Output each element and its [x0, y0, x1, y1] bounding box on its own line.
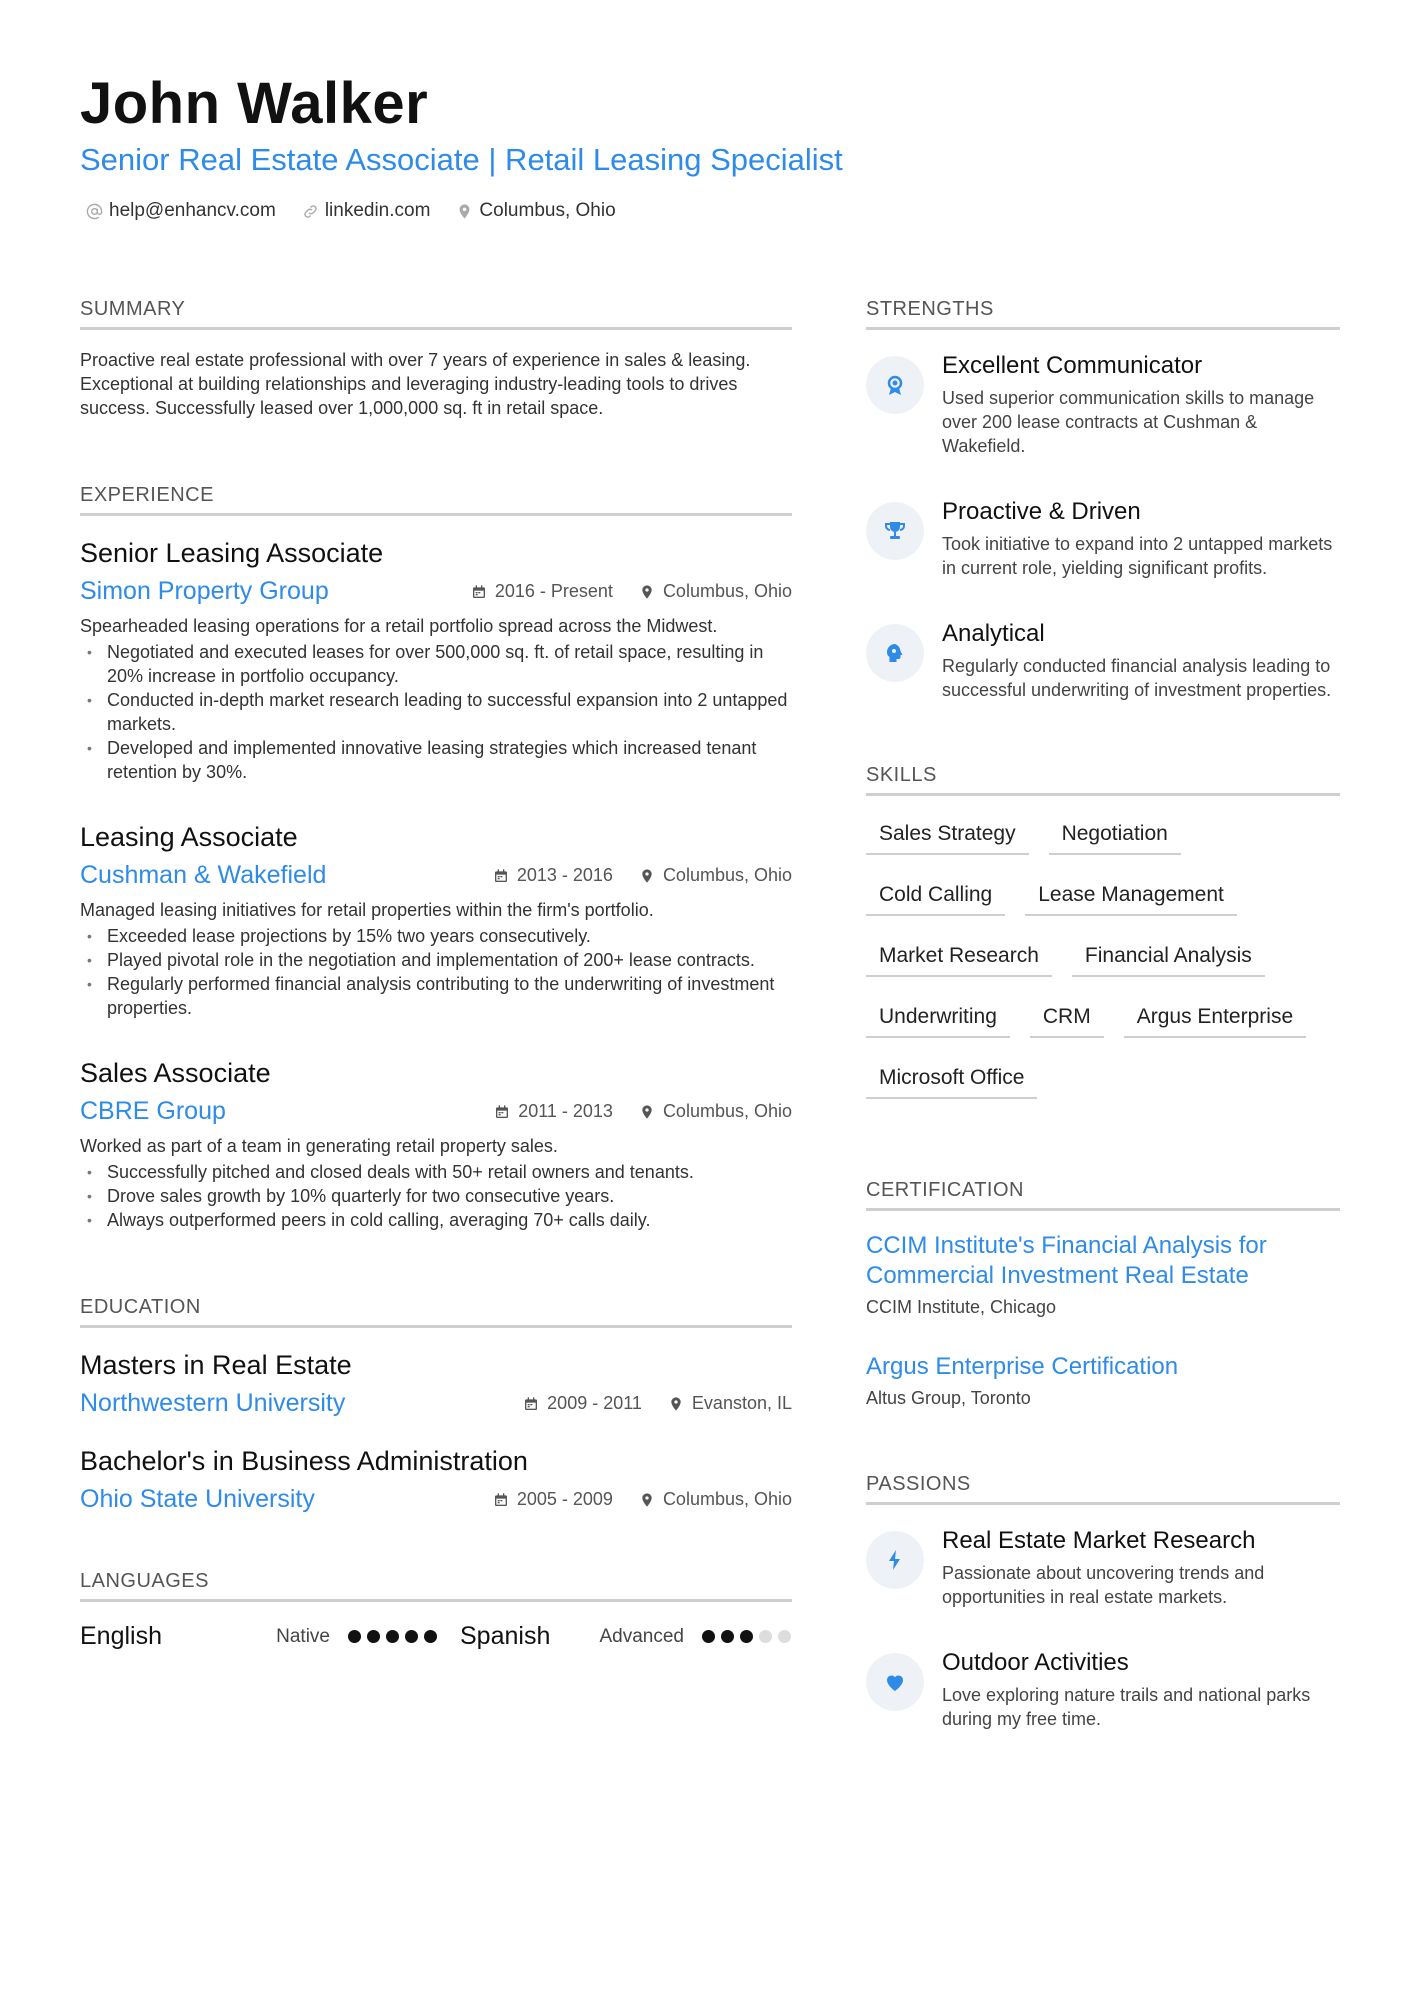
- trophy-icon: [883, 519, 907, 543]
- education-dates: 2005 - 2009: [516, 1489, 613, 1509]
- section-title-summary: SUMMARY: [80, 298, 792, 330]
- skill-tag: Cold Calling: [866, 877, 1005, 916]
- rating-dot-empty: [778, 1630, 791, 1643]
- section-title-certification: CERTIFICATION: [866, 1179, 1340, 1211]
- company-name: Simon Property Group: [80, 577, 329, 605]
- job-title: Sales Associate: [80, 1058, 271, 1088]
- contact-linkedin-text: linkedin.com: [324, 200, 431, 221]
- contact-email-text: help@enhancv.com: [109, 200, 276, 221]
- link-icon: [302, 203, 319, 220]
- location-icon: [639, 584, 655, 600]
- experience-item: [80, 1058, 792, 1232]
- rating-dot-filled: [386, 1630, 399, 1643]
- company-name: CBRE Group: [80, 1097, 226, 1125]
- strength-item: [866, 352, 1340, 458]
- certification-org: Altus Group, Toronto: [866, 1388, 1031, 1408]
- rating-dot-filled: [367, 1630, 380, 1643]
- skills-list: [866, 816, 1340, 1099]
- rating-dot-filled: [702, 1630, 715, 1643]
- skill-tag: Lease Management: [1025, 877, 1237, 916]
- strength-item: [866, 498, 1340, 580]
- calendar-icon: [494, 1104, 510, 1120]
- section-title-strengths: STRENGTHS: [866, 298, 1340, 330]
- rating-dot-filled: [424, 1630, 437, 1643]
- strength-desc: Regularly conducted financial analysis leading to successful underwriting of investment properties.: [942, 656, 1332, 700]
- skill-tag: Argus Enterprise: [1124, 999, 1306, 1038]
- certification-item: [866, 1352, 1340, 1409]
- contact-email[interactable]: [86, 200, 276, 222]
- contact-linkedin[interactable]: [302, 200, 431, 222]
- section-title-experience: EXPERIENCE: [80, 484, 792, 516]
- skill-tag: Underwriting: [866, 999, 1010, 1038]
- location-icon: [639, 1492, 655, 1508]
- passion-desc: Passionate about uncovering trends and opportunities in real estate markets.: [942, 1563, 1265, 1607]
- job-description: Worked as part of a team in generating retail property sales.: [80, 1136, 558, 1156]
- strength-title: Excellent Communicator: [942, 352, 1203, 379]
- summary-text: Proactive real estate professional with over 7 years of experience in sales & leasing. Exceptional at building relationships and leveraging industry-leading tools to drives success. Successfully leased over 1,000,000 sq. ft in retail space.: [80, 350, 751, 418]
- language-level: Native: [276, 1625, 330, 1647]
- skill-tag: Negotiation: [1049, 816, 1181, 855]
- degree-title: Masters in Real Estate: [80, 1350, 352, 1380]
- job-description: Spearheaded leasing operations for a retail portfolio spread across the Midwest.: [80, 616, 718, 636]
- calendar-icon: [471, 584, 487, 600]
- calendar-icon: [523, 1396, 539, 1412]
- company-name: Cushman & Wakefield: [80, 861, 327, 889]
- contact-bar: [86, 200, 616, 222]
- at-icon: [86, 203, 103, 220]
- location-icon: [639, 1104, 655, 1120]
- passion-title: Real Estate Market Research: [942, 1527, 1256, 1554]
- rating-dot-filled: [740, 1630, 753, 1643]
- bullet-item: • Conducted in-depth market research leading to successful expansion into 2 untapped markets.: [80, 688, 792, 736]
- language-item: [80, 1622, 460, 1651]
- contact-location-text: Columbus, Ohio: [479, 200, 616, 221]
- job-dates: 2011 - 2013: [518, 1101, 613, 1121]
- passion-desc: Love exploring nature trails and national parks during my free time.: [942, 1685, 1311, 1729]
- education-location: Evanston, IL: [691, 1393, 792, 1413]
- calendar-icon: [493, 868, 509, 884]
- strength-title: Proactive & Driven: [942, 498, 1141, 525]
- contact-location: [456, 200, 615, 222]
- certification-org: CCIM Institute, Chicago: [866, 1297, 1057, 1317]
- candidate-name: John Walker: [80, 71, 429, 136]
- job-bullets: [80, 924, 792, 1020]
- skill-tag: Market Research: [866, 938, 1052, 977]
- job-title: Leasing Associate: [80, 822, 298, 852]
- experience-item: [80, 538, 792, 784]
- passion-item: [866, 1649, 1340, 1731]
- language-name: Spanish: [460, 1622, 551, 1650]
- certification-title: Argus Enterprise Certification: [866, 1353, 1179, 1380]
- bullet-item: • Developed and implemented innovative leasing strategies which increased tenant retention by 30%.: [80, 736, 792, 784]
- language-name: English: [80, 1622, 162, 1650]
- job-dates: 2016 - Present: [494, 581, 613, 601]
- passion-item: [866, 1527, 1340, 1609]
- strength-title: Analytical: [942, 620, 1045, 647]
- location-icon: [639, 868, 655, 884]
- strength-desc: Used superior communication skills to manage over 200 lease contracts at Cushman & Wakefield.: [942, 388, 1315, 456]
- job-location: Columbus, Ohio: [662, 581, 792, 601]
- section-title-passions: PASSIONS: [866, 1473, 1340, 1505]
- bullet-item: • Successfully pitched and closed deals with 50+ retail owners and tenants.: [80, 1160, 792, 1184]
- section-title-education: EDUCATION: [80, 1296, 792, 1328]
- bullet-item: • Negotiated and executed leases for over 500,000 sq. ft. of retail space, resulting in 20% increase in portfolio occupancy.: [80, 640, 792, 688]
- bullet-item: • Always outperformed peers in cold calling, averaging 70+ calls daily.: [80, 1208, 792, 1232]
- experience-item: [80, 822, 792, 1020]
- rating-dot-empty: [759, 1630, 772, 1643]
- location-icon: [668, 1396, 684, 1412]
- education-item: [80, 1446, 792, 1514]
- bullet-item: • Played pivotal role in the negotiation and implementation of 200+ lease contracts.: [80, 948, 792, 972]
- heart-icon: [883, 1670, 907, 1694]
- language-rating: [348, 1630, 437, 1643]
- school-name: Ohio State University: [80, 1485, 315, 1513]
- rating-dot-filled: [348, 1630, 361, 1643]
- languages-row: [80, 1622, 792, 1651]
- language-item: [460, 1622, 792, 1651]
- education-location: Columbus, Ohio: [662, 1489, 792, 1509]
- certification-item: [866, 1231, 1340, 1318]
- calendar-icon: [493, 1492, 509, 1508]
- section-title-skills: SKILLS: [866, 764, 1340, 796]
- rating-dot-filled: [721, 1630, 734, 1643]
- candidate-headline: Senior Real Estate Associate | Retail Leasing Specialist: [80, 142, 843, 177]
- brain-icon: [883, 641, 907, 665]
- job-dates: 2013 - 2016: [516, 865, 613, 885]
- strength-desc: Took initiative to expand into 2 untapped markets in current role, yielding significant profits.: [942, 534, 1333, 578]
- school-name: Northwestern University: [80, 1389, 346, 1417]
- skill-tag: Sales Strategy: [866, 816, 1029, 855]
- bullet-item: • Regularly performed financial analysis contributing to the underwriting of investment properties.: [80, 972, 792, 1020]
- location-icon: [456, 203, 473, 220]
- skill-tag: Microsoft Office: [866, 1060, 1037, 1099]
- rating-dot-filled: [405, 1630, 418, 1643]
- job-location: Columbus, Ohio: [662, 1101, 792, 1121]
- right-column: [866, 298, 1340, 1771]
- job-description: Managed leasing initiatives for retail properties within the firm's portfolio.: [80, 900, 654, 920]
- strength-item: [866, 620, 1340, 702]
- bolt-icon: [883, 1548, 907, 1572]
- passion-title: Outdoor Activities: [942, 1649, 1129, 1676]
- left-column: [80, 298, 792, 1651]
- job-location: Columbus, Ohio: [662, 865, 792, 885]
- certification-title: CCIM Institute's Financial Analysis for Commercial Investment Real Estate: [866, 1232, 1267, 1289]
- education-dates: 2009 - 2011: [547, 1393, 642, 1413]
- section-title-languages: LANGUAGES: [80, 1570, 792, 1602]
- bullet-item: • Drove sales growth by 10% quarterly for two consecutive years.: [80, 1184, 792, 1208]
- skill-tag: CRM: [1030, 999, 1104, 1038]
- award-icon: [883, 373, 907, 397]
- skill-tag: Financial Analysis: [1072, 938, 1265, 977]
- degree-title: Bachelor's in Business Administration: [80, 1446, 528, 1476]
- job-title: Senior Leasing Associate: [80, 538, 384, 568]
- language-rating: [702, 1630, 791, 1643]
- job-bullets: [80, 640, 792, 784]
- job-bullets: [80, 1160, 792, 1232]
- education-item: [80, 1350, 792, 1418]
- language-level: Advanced: [599, 1625, 684, 1647]
- bullet-item: • Exceeded lease projections by 15% two years consecutively.: [80, 924, 792, 948]
